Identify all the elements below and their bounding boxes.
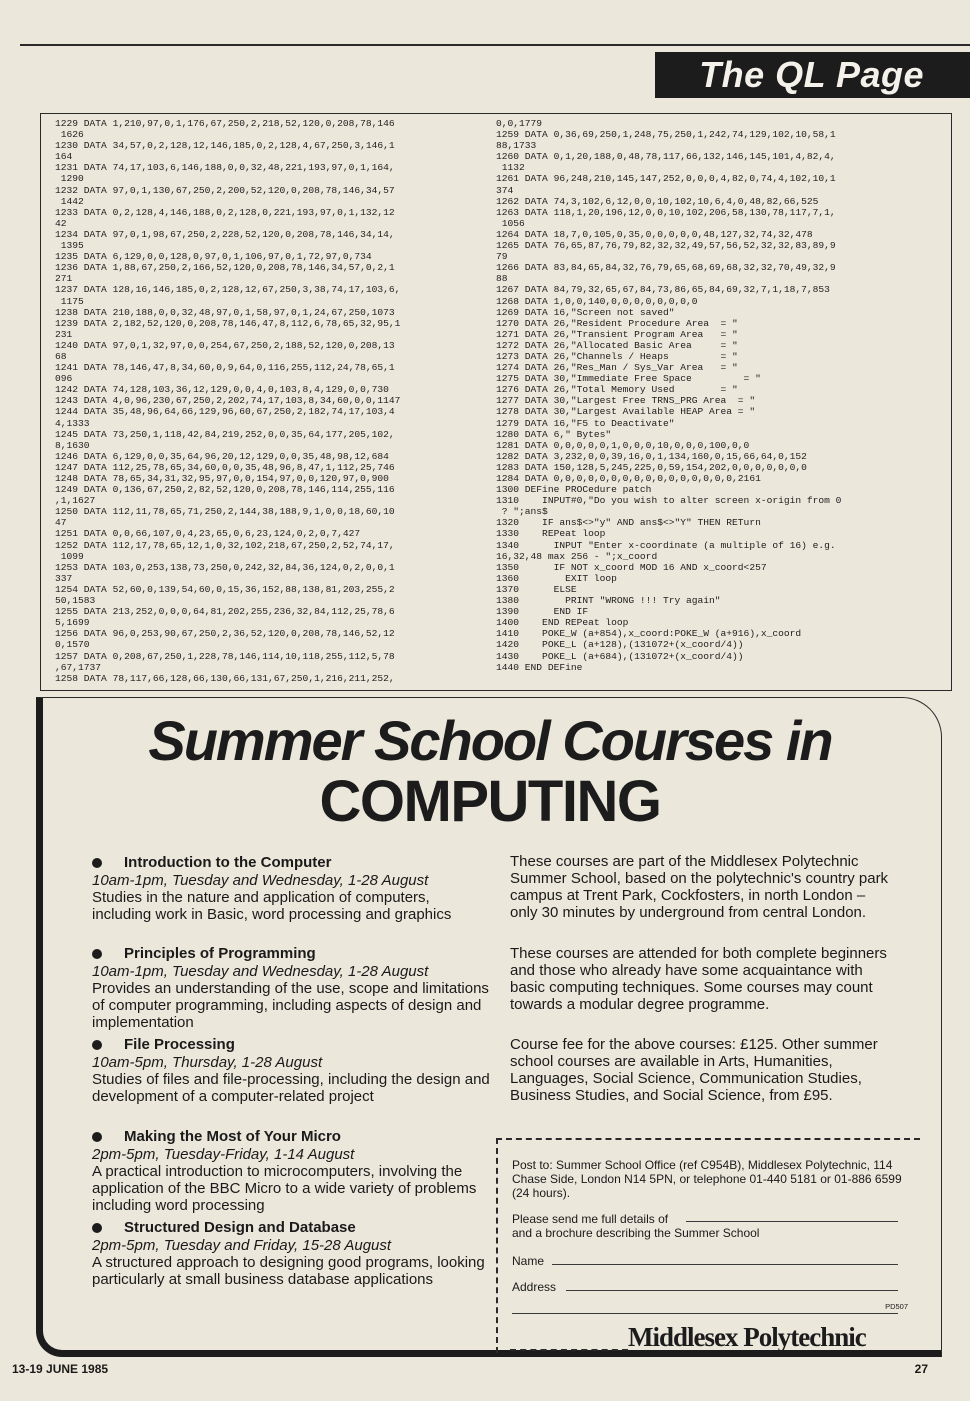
listing-line: 4,1333	[55, 417, 90, 429]
name-field[interactable]	[552, 1264, 898, 1265]
listing-line: 096	[55, 373, 73, 385]
listing-line: 1281 DATA 0,0,0,0,0,1,0,0,0,10,0,0,0,100,0,0	[496, 439, 750, 451]
listing-line: ,1,1627	[55, 495, 96, 507]
listing-line: 1259 DATA 0,36,69,250,1,248,75,250,1,242,74,129,102,10,58,1	[496, 129, 836, 141]
section-banner: The QL Page	[655, 52, 970, 98]
course-description: Provides an understanding of the use, scope and limitations of computer programming, including aspects of design and implementation	[92, 980, 489, 1031]
listing-line: 1271 DATA 26,"Transient Program Area = "	[496, 328, 738, 340]
course-description: Studies in the nature and application of computers, including work in Basic, word processing and graphics	[92, 889, 452, 923]
listing-line: 1340 INPUT "Enter x-coordinate (a multiple of 16) e.g.	[496, 539, 836, 551]
course-schedule: 10am-1pm, Tuesday and Wednesday, 1-28 August	[92, 872, 429, 889]
listing-line: 1283 DATA 150,128,5,245,225,0,59,154,202,0,0,0,0,0,0,0	[496, 461, 807, 473]
listing-line: 1272 DATA 26,"Allocated Basic Area = "	[496, 339, 738, 351]
listing-column-right	[496, 118, 916, 673]
coupon-cut-line	[496, 1138, 920, 1140]
listing-line: 1276 DATA 26,"Total Memory Used = "	[496, 384, 738, 396]
listing-line: 68	[55, 350, 67, 362]
listing-line: 0,1570	[55, 639, 90, 651]
listing-line: 88,1733	[496, 140, 537, 152]
listing-line: 1056	[496, 217, 525, 229]
listing-line: 1626	[55, 129, 84, 141]
listing-line: 88	[496, 273, 508, 285]
course-name: Introduction to the Computer	[124, 854, 332, 871]
listing-line: 1252 DATA 112,17,78,65,12,1,0,32,102,218,67,250,2,52,74,17,	[55, 539, 395, 551]
listing-line: ,67,1737	[55, 661, 102, 673]
listing-line: 1240 DATA 97,0,1,32,97,0,0,254,67,250,2,188,52,120,0,208,13	[55, 339, 395, 351]
listing-line: 1250 DATA 112,11,78,65,71,250,2,144,38,188,9,1,0,0,18,60,10	[55, 506, 395, 518]
course-schedule: 2pm-5pm, Tuesday-Friday, 1-14 August	[92, 1146, 355, 1163]
listing-line: 1277 DATA 30,"Largest Free TRNS_PRG Area = "	[496, 395, 756, 407]
address-field-line-2[interactable]	[512, 1313, 898, 1314]
listing-line: 1231 DATA 74,17,103,6,146,188,0,0,32,48,221,193,97,0,1,164,	[55, 162, 395, 174]
listing-line: 1442	[55, 195, 84, 207]
listing-line: 1420 POKE_L (a+128),(131072+(x_coord/4))	[496, 639, 744, 651]
address-field[interactable]	[566, 1290, 898, 1291]
listing-line: 1244 DATA 35,48,96,64,66,129,96,60,67,250,2,182,74,17,103,4	[55, 406, 395, 418]
listing-line: 1410 POKE_W (a+854),x_coord:POKE_W (a+916),x_coord	[496, 628, 802, 640]
listing-line: 1246 DATA 6,129,0,0,35,64,96,20,12,129,0,0,35,48,98,12,684	[55, 450, 389, 462]
listing-line: 5,1699	[55, 617, 90, 629]
course-name: Principles of Programming	[124, 945, 316, 962]
listing-line: 1242 DATA 74,128,103,36,12,129,0,0,4,0,103,8,4,129,0,0,730	[55, 384, 389, 396]
bullet-icon	[92, 1132, 102, 1142]
listing-line: 1440 END DEFine	[496, 661, 583, 673]
listing-line: 1237 DATA 128,16,146,185,0,2,128,12,67,250,3,38,74,17,103,6,	[55, 284, 401, 296]
listing-line: 79	[496, 251, 508, 263]
coupon-request-label: Please send me full details of	[512, 1212, 669, 1226]
course-item	[92, 1219, 492, 1288]
listing-line: 1350 IF NOT x_coord MOD 16 AND x_coord<257	[496, 561, 767, 573]
listing-line: 8,1630	[55, 439, 90, 451]
listing-line: 1099	[55, 550, 84, 562]
bullet-icon	[92, 1223, 102, 1233]
info-paragraph: These courses are part of the Middlesex Polytechnic Summer School, based on the polytechnic's country park campus at Trent Park, Cockfosters, in north London – only 30 minutes by underground from central London.	[510, 853, 889, 921]
listing-line: 1235 DATA 6,129,0,0,128,0,97,0,1,106,97,0,1,72,97,0,734	[55, 251, 372, 263]
listing-line: 1175	[55, 295, 84, 307]
listing-line: 1380 PRINT "WRONG !!! Try again"	[496, 595, 721, 607]
listing-line: 1270 DATA 26,"Resident Procedure Area = "	[496, 317, 738, 329]
listing-line: 1269 DATA 16,"Screen not saved"	[496, 306, 675, 318]
course-schedule: 2pm-5pm, Tuesday and Friday, 15-28 August	[92, 1237, 392, 1254]
listing-line: 1280 DATA 6," Bytes"	[496, 428, 612, 440]
listing-line: 1274 DATA 26,"Res_Man / Sys_Var Area = "	[496, 362, 738, 374]
listing-line: 1265 DATA 76,65,87,76,79,82,32,32,49,57,56,52,32,32,83,89,9	[496, 240, 836, 252]
reply-coupon	[496, 1138, 920, 1353]
info-paragraph: Course fee for the above courses: £125. Other summer school courses are available in Arts, Humanities, Languages, Social Science, Communication Studies, Business Studies, and Social Science, from £95.	[510, 1036, 878, 1104]
listing-line: 1282 DATA 3,232,0,0,39,16,0,1,134,160,0,15,66,64,0,152	[496, 450, 807, 462]
listing-line: 1257 DATA 0,208,67,250,1,228,78,146,114,10,118,255,112,5,78	[55, 650, 395, 662]
listing-line: 1230 DATA 34,57,0,2,128,12,146,185,0,2,128,4,67,250,3,146,1	[55, 140, 395, 152]
listing-line: 1267 DATA 84,79,32,65,67,84,73,86,65,84,69,32,7,1,18,7,853	[496, 284, 830, 296]
listing-line: 1264 DATA 18,7,0,105,0,35,0,0,0,0,0,48,127,32,74,32,478	[496, 228, 813, 240]
listing-line: 1249 DATA 0,136,67,250,2,82,52,120,0,208,78,146,114,255,116	[55, 484, 395, 496]
coupon-cut-line	[496, 1138, 498, 1353]
course-description: A structured approach to designing good programs, looking particularly at small business database applications	[92, 1254, 485, 1288]
listing-line: 337	[55, 572, 73, 584]
name-label: Name	[512, 1254, 545, 1268]
listing-line: 1279 DATA 16,"F5 to Deactivate"	[496, 417, 675, 429]
listing-line: 1254 DATA 52,60,0,139,54,60,0,15,36,152,88,138,81,203,255,2	[55, 583, 395, 595]
bullet-icon	[92, 949, 102, 959]
listing-line: 1262 DATA 74,3,102,6,12,0,0,10,102,10,6,4,0,48,82,66,525	[496, 195, 819, 207]
listing-line: 1430 POKE_L (a+684),(131072+(x_coord/4))	[496, 650, 744, 662]
listing-line: 1243 DATA 4,0,96,230,67,250,2,202,74,17,103,8,34,60,0,0,1147	[55, 395, 401, 407]
listing-line: 231	[55, 328, 73, 340]
listing-line: 1395	[55, 240, 84, 252]
course-schedule: 10am-1pm, Tuesday and Wednesday, 1-28 August	[92, 963, 429, 980]
listing-line: 1268 DATA 1,0,0,140,0,0,0,0,0,0,0,0	[496, 295, 698, 307]
course-item	[92, 1128, 492, 1214]
course-item	[92, 854, 492, 923]
listing-line: 1278 DATA 30,"Largest Available HEAP Area = "	[496, 406, 756, 418]
listing-line: 1253 DATA 103,0,253,138,73,250,0,242,32,84,36,124,0,2,0,0,1	[55, 561, 395, 573]
listing-line: 1275 DATA 30,"Immediate Free Space = "	[496, 373, 761, 385]
listing-line: 1245 DATA 73,250,1,118,42,84,219,252,0,0,35,64,177,205,102,	[55, 428, 395, 440]
coupon-cut-line	[510, 1349, 628, 1351]
listing-line: 1360 EXIT loop	[496, 572, 617, 584]
listing-line: 1247 DATA 112,25,78,65,34,60,0,0,35,48,96,8,47,1,112,25,746	[55, 461, 395, 473]
listing-line: 1320 IF ans$<>"y" AND ans$<>"Y" THEN RETurn	[496, 517, 761, 529]
listing-line: 1260 DATA 0,1,20,188,0,48,78,117,66,132,146,145,101,4,82,4,	[496, 151, 836, 163]
course-name: Structured Design and Database	[124, 1219, 356, 1236]
listing-line: 1390 END IF	[496, 606, 589, 618]
course-item	[92, 945, 492, 1031]
course-name: Making the Most of Your Micro	[124, 1128, 341, 1145]
listing-line: 1290	[55, 173, 84, 185]
listing-line: 1251 DATA 0,0,66,107,0,4,23,65,0,6,23,124,0,2,0,7,427	[55, 528, 361, 540]
bullet-icon	[92, 1040, 102, 1050]
listing-line: 1241 DATA 78,146,47,8,34,60,0,9,64,0,116,255,112,24,78,65,1	[55, 362, 395, 374]
listing-line: 50,1583	[55, 595, 96, 607]
listing-line: 1236 DATA 1,88,67,250,2,166,52,120,0,208,78,146,34,57,0,2,1	[55, 262, 395, 274]
listing-line: 1248 DATA 78,65,34,31,32,95,97,0,0,154,97,0,0,120,97,0,900	[55, 473, 389, 484]
listing-line: 1132	[496, 162, 525, 174]
listing-line: 1238 DATA 210,188,0,0,32,48,97,0,1,58,97,0,1,24,67,250,1073	[55, 306, 395, 318]
listing-line: 1232 DATA 97,0,1,130,67,250,2,200,52,120,0,208,78,146,34,57	[55, 184, 395, 196]
course-description: A practical introduction to microcomputers, involving the application of the BBC Micro to a wide variety of problems including word processing	[92, 1163, 477, 1214]
listing-line: 1263 DATA 118,1,20,196,12,0,0,10,102,206,58,130,78,117,7,1,	[496, 206, 836, 218]
advert-title: Summer School Courses in	[148, 709, 832, 772]
listing-line: 1239 DATA 2,182,52,120,0,208,78,146,47,8,112,6,78,65,32,95,1	[55, 317, 401, 329]
listing-line: 271	[55, 273, 73, 285]
listing-line: 1284 DATA 0,0,0,0,0,0,0,0,0,0,0,0,0,0,0,0,2161	[496, 473, 761, 484]
course-description: Studies of files and file-processing, including the design and development of a computer-related project	[92, 1071, 490, 1105]
listing-line: 1256 DATA 96,0,253,90,67,250,2,36,52,120,0,208,78,146,52,12	[55, 628, 395, 640]
header-rule	[20, 44, 970, 46]
listing-line: 1258 DATA 78,117,66,128,66,130,66,131,67,250,1,216,211,252,	[55, 672, 395, 684]
listing-line: 1330 REPeat loop	[496, 528, 606, 540]
course-schedule: 10am-5pm, Thursday, 1-28 August	[92, 1054, 323, 1071]
advert-title-subject: COMPUTING	[319, 769, 661, 834]
listing-column-left	[55, 118, 467, 684]
issue-date: 13-19 JUNE 1985	[12, 1362, 109, 1376]
listing-line: 1266 DATA 83,84,65,84,32,76,79,65,68,69,68,32,32,70,49,32,9	[496, 262, 836, 274]
coupon-code: PD507	[885, 1302, 908, 1311]
listing-line: 374	[496, 184, 514, 196]
listing-line: 1234 DATA 97,0,1,98,67,250,2,228,52,120,0,208,78,146,34,14,	[55, 228, 395, 240]
listing-line: 1229 DATA 1,210,97,0,1,176,67,250,2,218,52,120,0,208,78,146	[55, 118, 395, 129]
coupon-request-label: and a brochure describing the Summer School	[512, 1226, 760, 1240]
listing-line: 164	[55, 151, 73, 163]
course-item	[92, 1036, 492, 1105]
listing-line: 42	[55, 217, 67, 229]
course-name: File Processing	[124, 1036, 235, 1053]
page-number: 27	[914, 1362, 928, 1376]
bullet-icon	[92, 858, 102, 868]
details-fill-line[interactable]	[686, 1221, 898, 1222]
listing-line: 0,0,1779	[496, 118, 543, 129]
listing-line: 1310 INPUT#0,"Do you wish to alter screen x-origin from 0	[496, 495, 842, 507]
listing-line: 1400 END REPeat loop	[496, 617, 629, 629]
listing-line: 1300 DEFine PROCedure patch	[496, 484, 652, 496]
listing-line: 1273 DATA 26,"Channels / Heaps = "	[496, 350, 738, 362]
listing-line: 1255 DATA 213,252,0,0,0,64,81,202,255,236,32,84,112,25,78,6	[55, 606, 395, 618]
listing-line: 16,32,48 max 256 - ";x_coord	[496, 550, 658, 562]
listing-line: 1233 DATA 0,2,128,4,146,188,0,2,128,0,221,193,97,0,1,132,12	[55, 206, 395, 218]
coupon-address: Post to: Summer School Office (ref C954B), Middlesex Polytechnic, 114 Chase Side, London N14 5PN, or telephone 01-440 5181 or 01-886 6599 (24 hours).	[512, 1158, 902, 1200]
advertiser-logo: Middlesex Polytechnic	[628, 1322, 866, 1352]
listing-line: 47	[55, 517, 67, 529]
listing-line: 1261 DATA 96,248,210,145,147,252,0,0,0,4,82,0,74,4,102,10,1	[496, 173, 836, 185]
listing-line: ? ";ans$	[496, 506, 548, 518]
info-paragraph: These courses are attended for both complete beginners and those who already have some acquaintance with basic computing techniques. Some courses may count towards a modular degree programme.	[510, 945, 887, 1013]
listing-line: 1370 ELSE	[496, 583, 577, 595]
address-label: Address	[512, 1280, 557, 1294]
